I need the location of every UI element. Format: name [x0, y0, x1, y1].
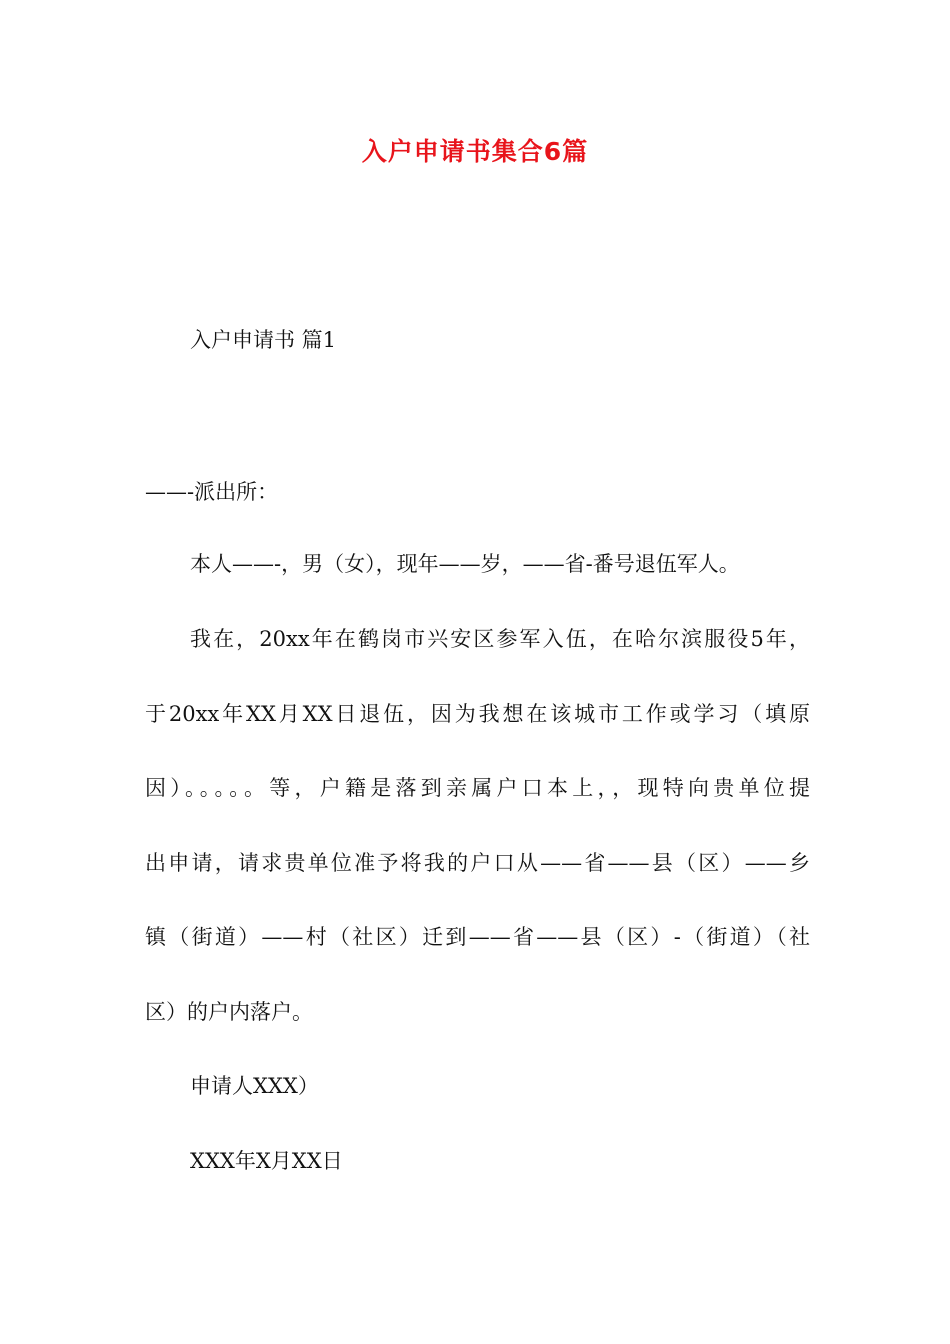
paragraph-line: 镇（街道）——村（社区）迁到——省——县（区）-（街道）（社 — [145, 925, 810, 949]
addressee-line: ——-派出所： — [145, 480, 279, 504]
date-line: XXX年X月XX日 — [190, 1149, 343, 1173]
paragraph-line: 区）的户内落户。 — [145, 1000, 313, 1024]
paragraph-line: 我在，20xx年在鹤岗市兴安区参军入伍，在哈尔滨服役5年， — [190, 627, 810, 651]
signature-line: 申请人XXX） — [190, 1074, 319, 1098]
paragraph-line: 出申请，请求贵单位准予将我的户口从——省——县（区）——乡 — [145, 851, 810, 875]
document-title: 入户申请书集合6篇 — [361, 137, 589, 166]
paragraph-intro: 本人——-，男（女），现年——岁，——省-番号退伍军人。 — [190, 552, 740, 576]
paragraph-line: 因）。。。。。等，户籍是落到亲属户口本上，，现特向贵单位提 — [145, 776, 810, 800]
paragraph-line: 于20xx年XX月XX日退伍，因为我想在该城市工作或学习（填原 — [145, 702, 810, 726]
section-heading: 入户申请书 篇1 — [190, 328, 337, 352]
